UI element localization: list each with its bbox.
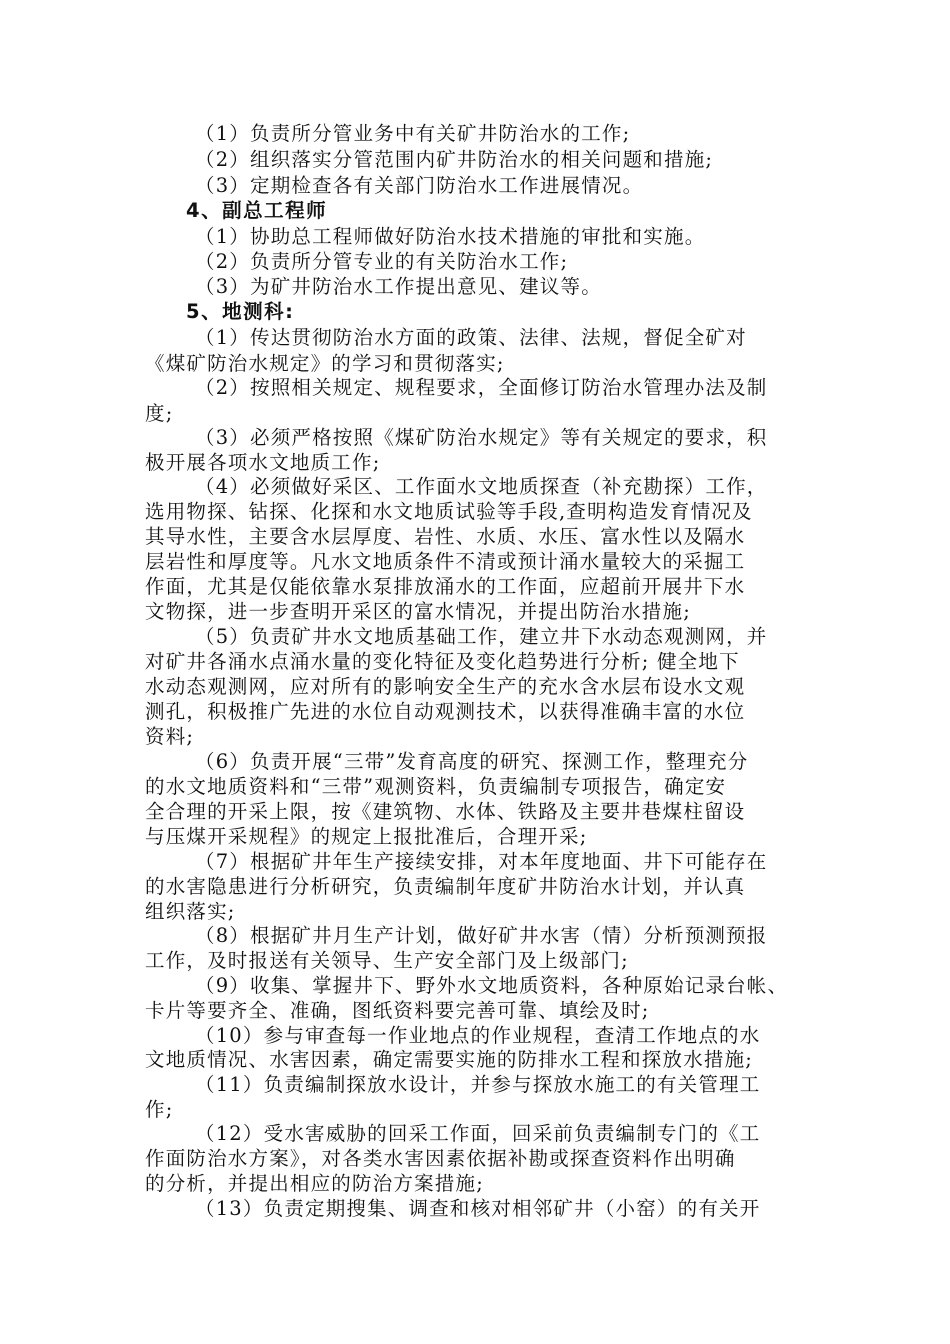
text-line: 卡片等要齐全、准确，图纸资料要完善可靠、填绘及时; bbox=[145, 999, 650, 1022]
text-line: 资料; bbox=[145, 725, 195, 748]
text-line: 的分析，并提出相应的防治方案措施; bbox=[145, 1172, 484, 1195]
section-heading: 5、地测科: bbox=[186, 300, 295, 323]
text-line: 与压煤开采规程》的规定上报批准后，合理开采; bbox=[145, 825, 588, 848]
text-line: 其导水性，主要含水层厚度、岩性、水质、水压、富水性以及隔水 bbox=[145, 525, 746, 548]
text-line: 极开展各项水文地质工作; bbox=[145, 451, 381, 474]
text-line: （1）协助总工程师做好防治水技术措施的审批和实施。 bbox=[195, 225, 706, 248]
text-line: （3）定期检查各有关部门防治水工作进展情况。 bbox=[195, 174, 644, 197]
text-line: 文物探，进一步查明开采区的富水情况，并提出防治水措施; bbox=[145, 600, 691, 623]
text-line: （6）负责开展“三带”发育高度的研究、探测工作，整理充分 bbox=[195, 750, 749, 773]
text-line: 组织落实; bbox=[145, 900, 236, 923]
text-line: （2）负责所分管专业的有关防治水工作; bbox=[195, 250, 569, 273]
text-line: 作面防治水方案》，对各类水害因素依据补勘或探查资料作出明确 bbox=[145, 1147, 736, 1170]
text-line: （13）负责定期搜集、调查和核对相邻矿井（小窑）的有关开 bbox=[195, 1197, 761, 1220]
text-line: （3）必须严格按照《煤矿防治水规定》等有关规定的要求，积 bbox=[195, 426, 768, 449]
section-heading: 4、副总工程师 bbox=[186, 199, 328, 222]
text-line: 的水害隐患进行分析研究，负责编制年度矿井防治水计划，并认真 bbox=[145, 875, 746, 898]
text-line: 作面，尤其是仅能依靠水泵排放涌水的工作面，应超前开展井下水 bbox=[145, 575, 746, 598]
text-line: 层岩性和厚度等。凡水文地质条件不清或预计涌水量较大的采掘工 bbox=[145, 550, 746, 573]
text-line: 水动态观测网，应对所有的影响安全生产的充水含水层布设水文观 bbox=[145, 675, 746, 698]
text-line: 度; bbox=[145, 402, 174, 425]
text-line: 全合理的开采上限，按《建筑物、水体、铁路及主要井巷煤柱留设 bbox=[145, 800, 746, 823]
text-line: （9）收集、掌握井下、野外水文地质资料，各种原始记录台帐、 bbox=[195, 974, 789, 997]
text-line: （8）根据矿井月生产计划，做好矿井水害（情）分析预测预报 bbox=[195, 924, 768, 947]
text-line: （2）按照相关规定、规程要求，全面修订防治水管理办法及制 bbox=[195, 376, 768, 399]
text-line: （4）必须做好采区、工作面水文地质探查（补充勘探）工作， bbox=[195, 475, 768, 498]
text-line: （7）根据矿井年生产接续安排，对本年度地面、井下可能存在 bbox=[195, 850, 768, 873]
text-line: （11）负责编制探放水设计，并参与探放水施工的有关管理工 bbox=[195, 1073, 761, 1096]
text-line: （10）参与审查每一作业地点的作业规程，查清工作地点的水 bbox=[195, 1024, 761, 1047]
text-line: 的水文地质资料和“三带”观测资料，负责编制专项报告，确定安 bbox=[145, 775, 727, 798]
text-line: （3）为矿井防治水工作提出意见、建议等。 bbox=[195, 275, 602, 298]
text-line: 选用物探、钻探、化探和水文地质试验等手段,查明构造发育情况及 bbox=[145, 500, 753, 523]
text-line: （1）负责所分管业务中有关矿井防治水的工作; bbox=[195, 122, 631, 145]
text-line: 文地质情况、水害因素，确定需要实施的防排水工程和探放水措施; bbox=[145, 1048, 754, 1071]
text-line: 测孔，积极推广先进的水位自动观测技术，以获得准确丰富的水位 bbox=[145, 700, 746, 723]
text-line: 作; bbox=[145, 1098, 174, 1121]
text-line: 工作，及时报送有关领导、生产安全部门及上级部门; bbox=[145, 949, 629, 972]
text-line: 《煤矿防治水规定》的学习和贯彻落实; bbox=[145, 352, 505, 375]
text-line: （2）组织落实分管范围内矿井防治水的相关问题和措施; bbox=[195, 148, 714, 171]
text-line: 对矿井各涌水点涌水量的变化特征及变化趋势进行分析; 健全地下 bbox=[145, 650, 740, 673]
text-line: （5）负责矿井水文地质基础工作，建立井下水动态观测网，并 bbox=[195, 625, 768, 648]
text-line: （1）传达贯彻防治水方面的政策、法律、法规，督促全矿对 bbox=[195, 326, 747, 349]
text-line: （12）受水害威胁的回采工作面，回采前负责编制专门的《工 bbox=[195, 1122, 761, 1145]
